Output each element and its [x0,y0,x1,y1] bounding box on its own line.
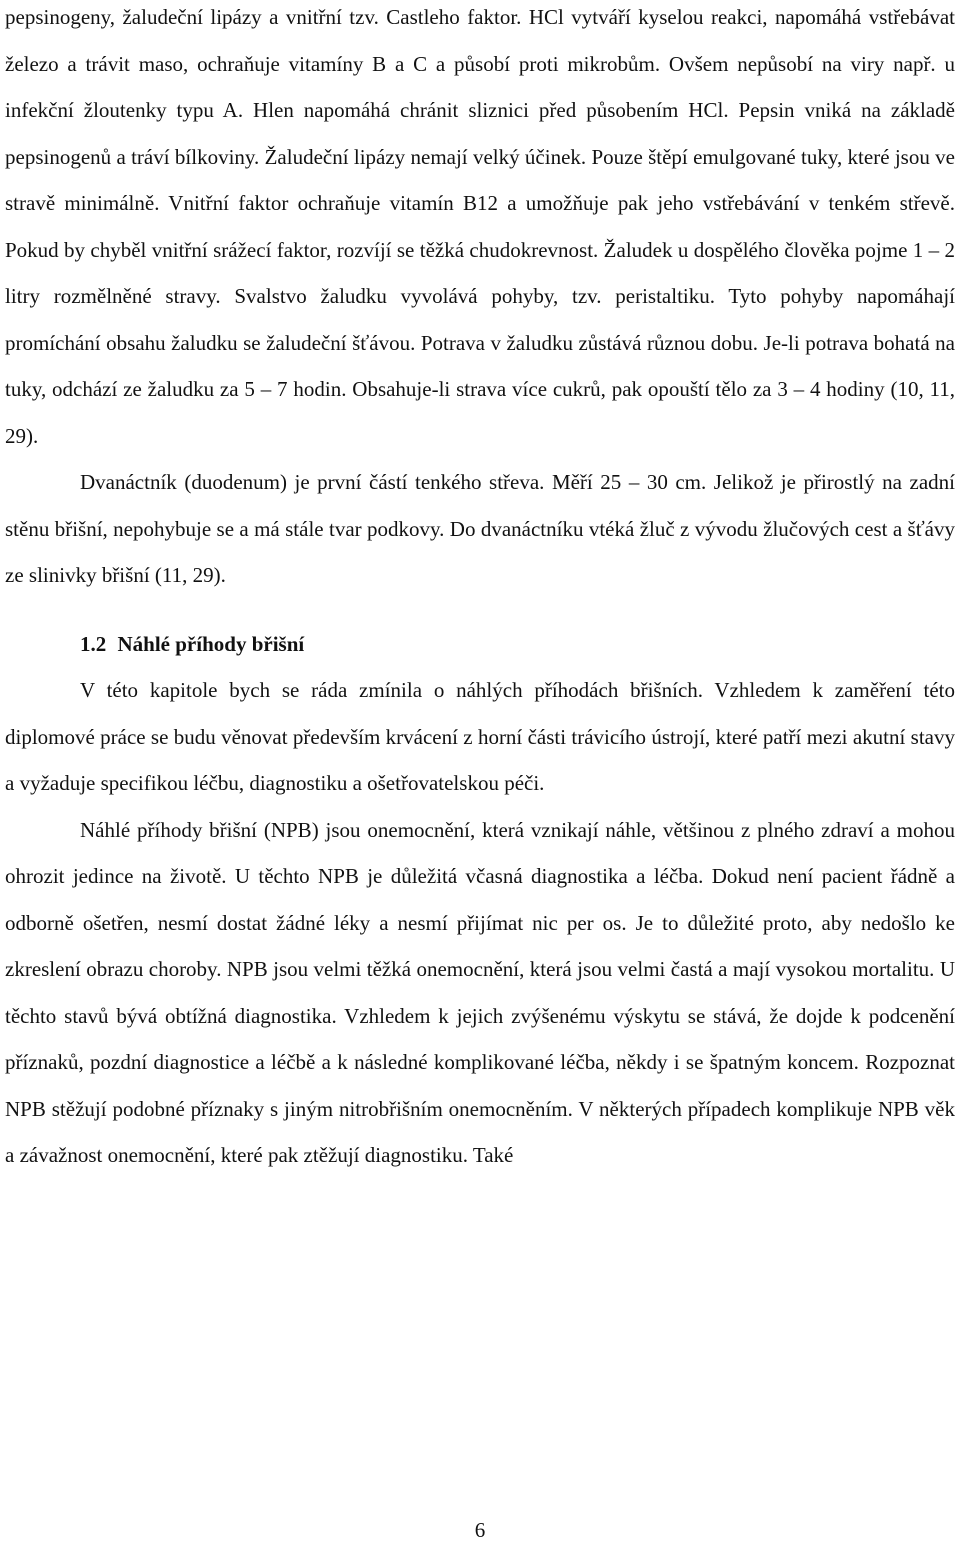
paragraph-duodenum: Dvanáctník (duodenum) je první částí tenkého střeva. Měří 25 – 30 cm. Jelikož je přirostlý na zadní stěnu břišní, nepohybuje se a má stále tvar podkovy. Do dvanáctníku vtéká žluč z vývodu žlučových cest a šťávy ze slinivky břišní (11, 29). [5,470,955,587]
document-page [5,0,955,1179]
paragraph-npb-description: Náhlé příhody břišní (NPB) jsou onemocnění, která vznikají náhle, většinou z plného zdraví a mohou ohrozit jedince na životě. U těchto NPB je důležitá včasná diagnostika a léčba. Dokud není pacient řádně a odborně ošetřen, nesmí dostat žádné léky a nesmí přijímat nic per os. Je to důležité proto, aby nedošlo ke zkreslení obrazu choroby. NPB jsou velmi těžká onemocnění, která jsou velmi častá a mají vysokou mortalitu. U těchto stavů bývá obtížná diagnostika. Vzhledem k jejich zvýšenému výskytu se stává, že dojde k podcenění příznaků, pozdní diagnostice a léčbě a k následné komplikované léčba, někdy i se špatným koncem. Rozpoznat NPB stěžují podobné příznaky s jiným nitrobřišním onemocněním. V některých případech komplikuje NPB věk a závažnost onemocnění, které pak ztěžují diagnostiku. Také [5,817,955,1167]
paragraph-stomach-function: pepsinogeny, žaludeční lipázy a vnitřní tzv. Castleho faktor. HCl vytváří kyselou reakci, napomáhá vstřebávat železo a trávit maso, ochraňuje vitamíny B a C a působí proti mikrobům. Ovšem nepůsobí na viry např. u infekční žloutenky typu A. Hlen napomáhá chránit sliznici před působením HCl. Pepsin vniká na základě pepsinogenů a tráví bílkoviny. Žaludeční lipázy nemají velký účinek. Pouze štěpí emulgované tuky, které jsou ve stravě minimálně. Vnitřní faktor ochraňuje vitamín B12 a umožňuje pak jeho vstřebávání v tenkém střevě. Pokud by chyběl vnitřní srážecí faktor, rozvíjí se těžká chudokrevnost. Žaludek u dospělého člověka pojme 1 – 2 litry rozmělněné stravy. Svalstvo žaludku vyvolává pohyby, tzv. peristaltiku. Tyto pohyby napomáhají promíchání obsahu žaludku se žaludeční šťávou. Potrava v žaludku zůstává různou dobu. Je-li potrava bohatá na tuky, odchází ze žaludku za 5 – 7 hodin. Obsahuje-li strava více cukrů, pak opouští tělo za 3 – 4 hodiny (10, 11, 29). [5,5,955,448]
paragraph-chapter-intro: V této kapitole bych se ráda zmínila o náhlých příhodách břišních. Vzhledem k zaměření této diplomové práce se budu věnovat především krvácení z horní části trávicího ústrojí, které patří mezi akutní stavy a vyžaduje specifikou léčbu, diagnostiku a ošetřovatelskou péči. [5,678,955,795]
page-number: 6 [474,1518,486,1542]
section-title: Náhlé příhody břišní [117,631,305,656]
section-heading [80,621,955,668]
section-number: 1.2 [80,631,107,656]
